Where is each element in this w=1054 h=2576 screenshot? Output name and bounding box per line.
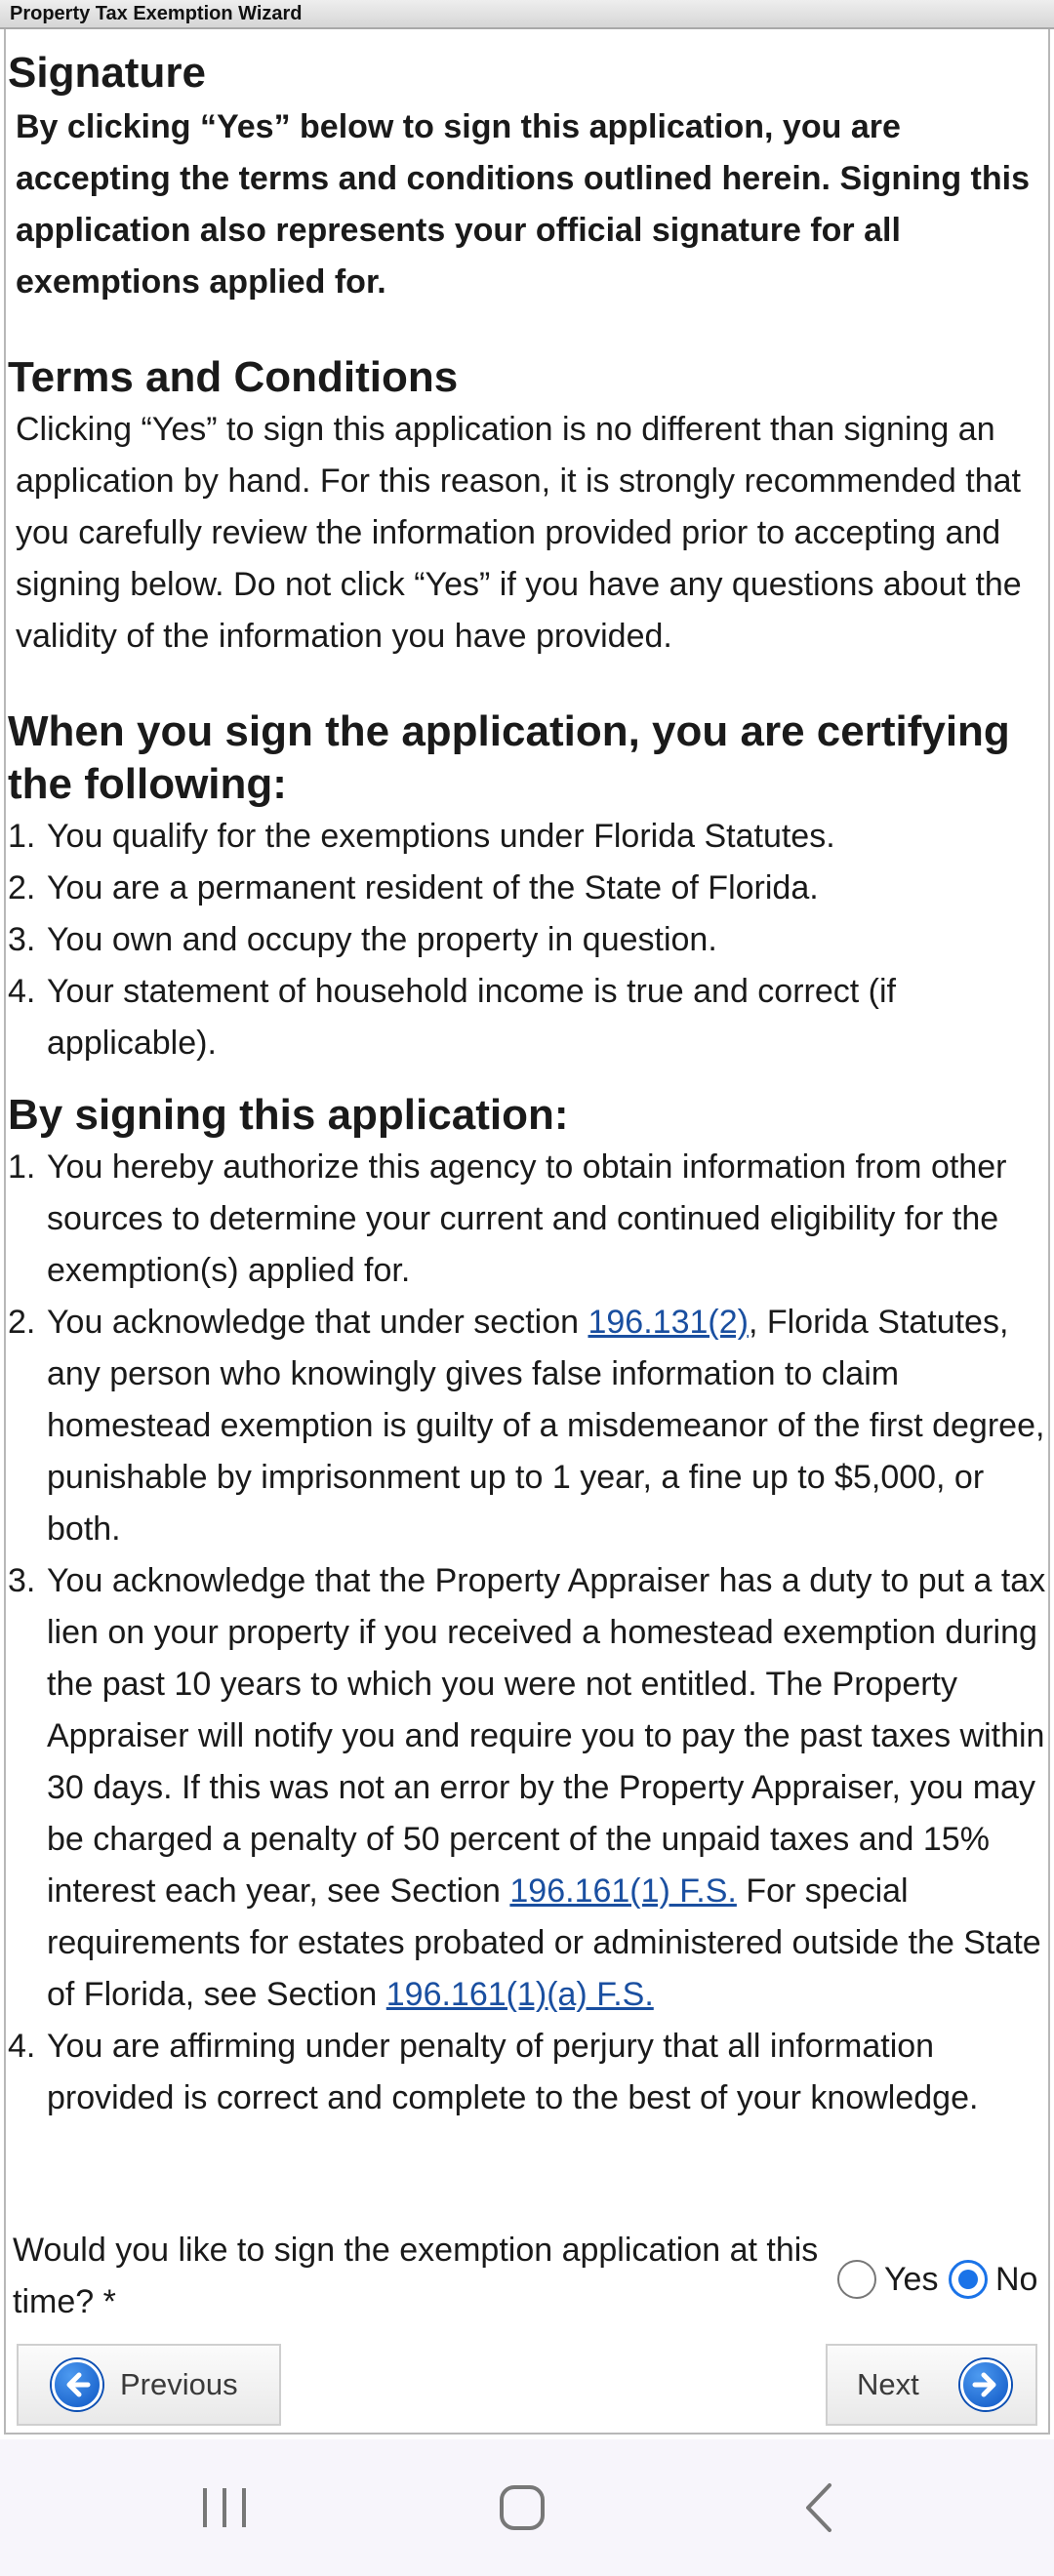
terms-body: Clicking “Yes” to sign this application is no different than signing an application by hand. For this reason, it is strongly recommended that you carefully review the information provided prior to accepting and signing below. Do not click “Yes” if you have any questions about the validity of the information you have provided. [16,411,1022,655]
list-item: 1. You hereby authorize this agency to obtain information from other sources to determine your current and continued eligibility for the exemption(s) applied for. [8,1148,1007,1289]
list-item: 2. You acknowledge that under section 196.131(2), Florida Statutes, any person who knowingly gives false information to claim homestead exemption is guilty of a misdemeanor of the first degree, punishable by imprisonment up to 1 year, a fine up to $5,000, or both. [8,1304,1045,1548]
statute-link-196-131-2[interactable]: 196.131(2) [588,1304,749,1341]
sign-question-row [13,2225,1047,2332]
list-item: 4. Your statement of household income is true and correct (if applicable). [8,973,896,1062]
list-item: 3. You own and occupy the property in question. [8,921,717,958]
list-item: 3. You acknowledge that the Property Appraiser has a duty to put a tax lien on your property if you received a homestead exemption during the past 10 years to which you were not entitled. The Property Appraiser will notify you and require you to pay the past taxes within 30 days. If this was not an error by the Property Appraiser, you may be charged a penalty of 50 percent of the unpaid taxes and 15% interest each year, see Section 196.161(1) F.S. For special requirements for estates probated or administered outside the State of Florida, see Section 196.161(1)(a) F.S. [8,1562,1046,2013]
signature-intro: By clicking “Yes” below to sign this application, you are accepting the terms and conditions outlined herein. Signing this application also represents your official signature for all exemptions applied for. [16,108,1030,301]
next-button[interactable] [826,2344,1037,2426]
radio-no-label[interactable]: No [995,2260,1038,2298]
signing-heading: By signing this application: [8,1091,569,1139]
previous-button[interactable] [17,2344,281,2426]
signing-list [8,1142,1046,2124]
window-title: Property Tax Exemption Wizard [0,0,1054,29]
recent-apps-icon[interactable] [195,2478,254,2537]
radio-no-circle[interactable] [949,2260,988,2299]
arrow-right-icon [960,2359,1011,2410]
back-icon[interactable] [790,2478,849,2537]
system-navigation-bar [0,2439,1054,2576]
wizard-content [8,35,1046,2124]
terms-heading: Terms and Conditions [8,353,459,401]
certify-heading: When you sign the application, you are certifying the following: [8,707,1010,808]
next-button-label: Next [857,2367,919,2401]
statute-link-196-161-1[interactable]: 196.161(1) F.S. [509,1872,737,1910]
radio-yes-circle[interactable] [837,2260,876,2299]
arrow-left-icon [52,2359,102,2410]
list-item: 2. You are a permanent resident of the State of Florida. [8,869,819,906]
home-icon[interactable] [493,2478,551,2537]
radio-no[interactable] [949,2258,1037,2301]
radio-yes[interactable] [837,2258,938,2301]
certify-list [8,811,1046,1069]
list-item: 1. You qualify for the exemptions under Florida Statutes. [8,818,835,855]
radio-yes-label[interactable]: Yes [884,2260,939,2298]
list-item: 4. You are affirming under penalty of perjury that all information provided is correct and complete to the best of your knowledge. [8,2028,979,2116]
previous-button-label: Previous [120,2367,238,2401]
sign-question-label: Would you like to sign the exemption application at this time? * [13,2232,819,2320]
signature-heading: Signature [8,49,206,97]
statute-link-196-161-1a[interactable]: 196.161(1)(a) F.S. [385,1976,654,2013]
